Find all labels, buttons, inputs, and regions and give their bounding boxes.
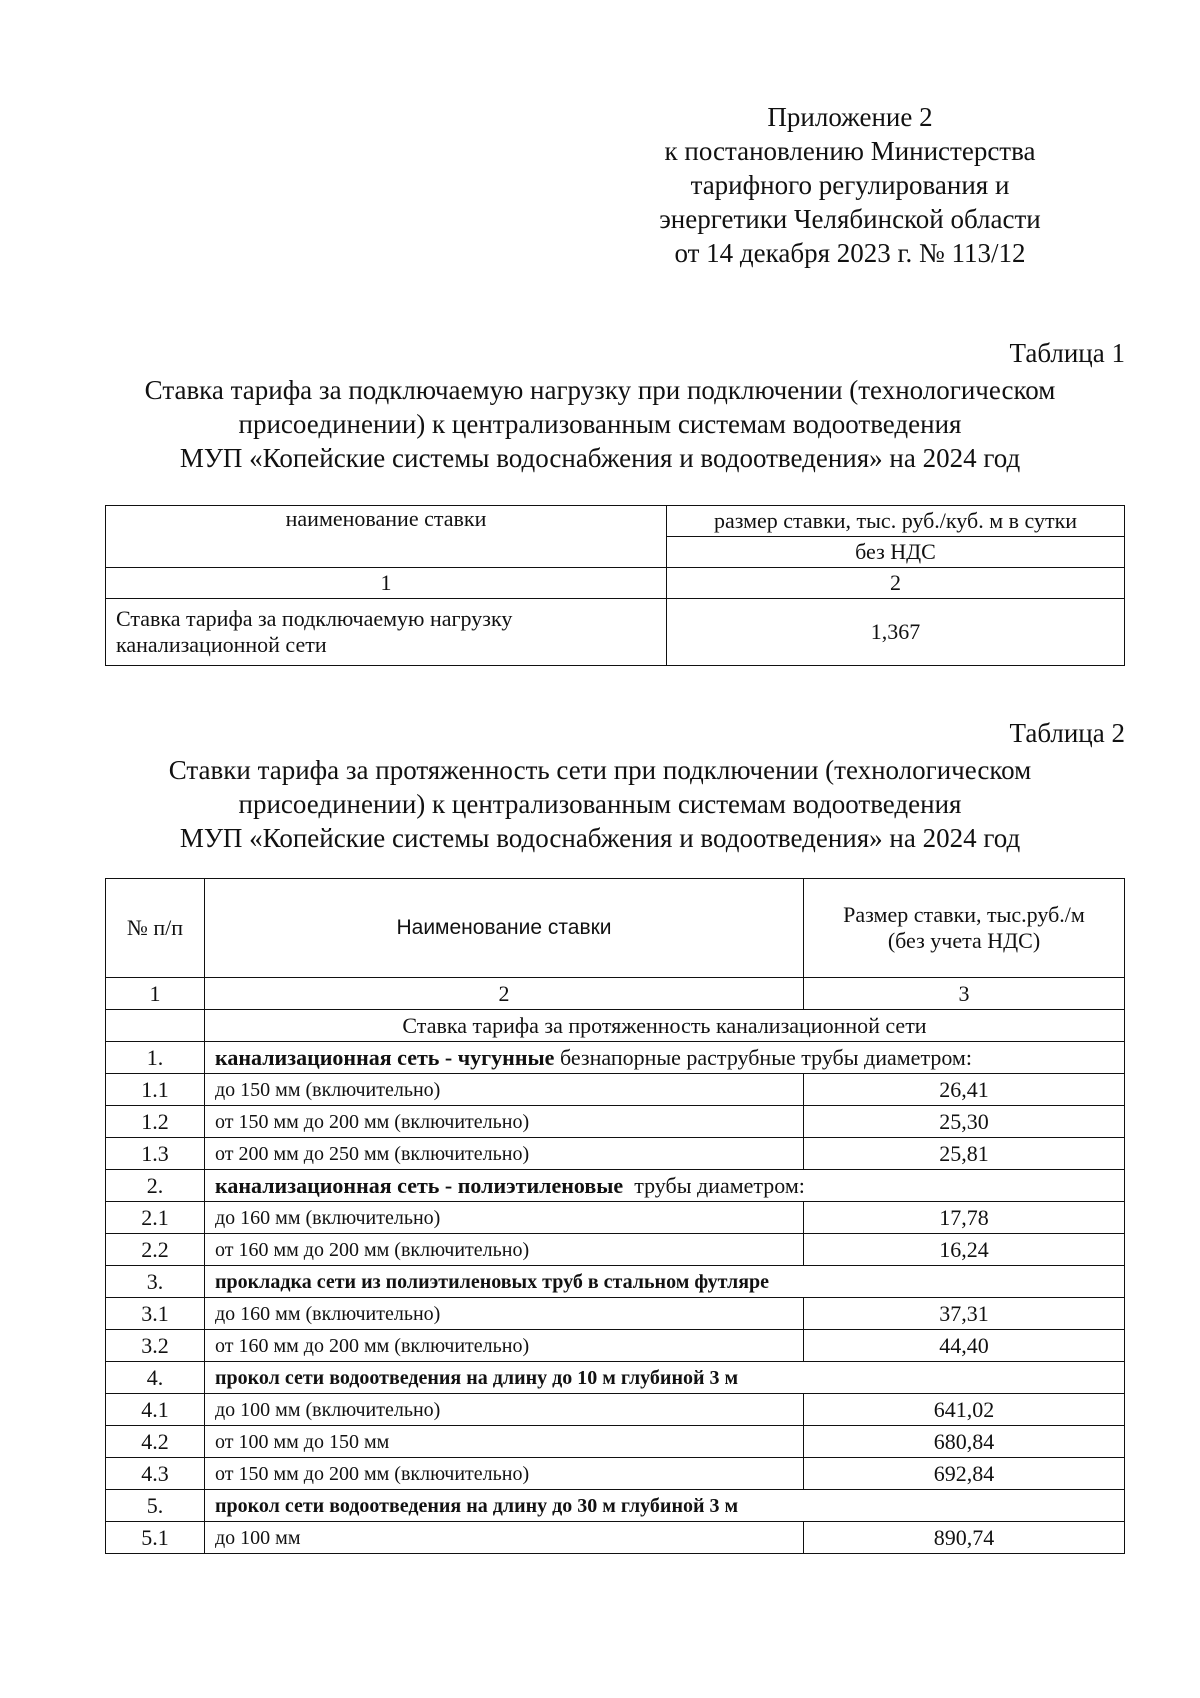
header-line: энергетики Челябинской области (659, 204, 1041, 234)
row-number: 5.1 (106, 1522, 205, 1554)
row-number: 4.1 (106, 1394, 205, 1426)
row-name: до 100 мм (включительно) (205, 1394, 804, 1426)
row-number: 2.2 (106, 1234, 205, 1266)
row-value: 17,78 (804, 1202, 1125, 1234)
table-row (106, 1138, 1125, 1170)
row-number: 3.2 (106, 1330, 205, 1362)
table2-title (80, 753, 1120, 855)
table-header-row (106, 506, 1125, 537)
row-name: от 150 мм до 200 мм (включительно) (205, 1458, 804, 1490)
row-value: 25,81 (804, 1138, 1125, 1170)
group-title (205, 1170, 1125, 1202)
section-title: Ставка тарифа за протяженность канализационной сети (205, 1010, 1125, 1042)
row-name: до 160 мм (включительно) (205, 1298, 804, 1330)
row-value: 16,24 (804, 1234, 1125, 1266)
title-line: МУП «Копейские системы водоснабжения и водоотведения» на 2024 год (179, 443, 1021, 473)
row-value: 890,74 (804, 1522, 1125, 1554)
row-number: 1.1 (106, 1074, 205, 1106)
index-cell: 2 (205, 978, 804, 1010)
group-number: 5. (106, 1490, 205, 1522)
row-value: 25,30 (804, 1106, 1125, 1138)
row-value: 37,31 (804, 1298, 1125, 1330)
group-title-rest: трубы диаметром: (623, 1172, 805, 1198)
col-header-value (804, 879, 1125, 978)
connection-load-table (105, 505, 1125, 666)
group-row (106, 1042, 1125, 1074)
col-header-name: наименование ставки (106, 506, 667, 568)
title-line: присоединении) к централизованным системам водоотведения (238, 789, 962, 819)
title-line: Ставка тарифа за подключаемую нагрузку при подключении (технологическом (144, 375, 1056, 405)
table-row (106, 1426, 1125, 1458)
table-index-row (106, 568, 1125, 599)
header-line: Приложение 2 (767, 102, 933, 132)
col-header-name: Наименование ставки (205, 879, 804, 978)
table-header-row (106, 879, 1125, 978)
group-number: 4. (106, 1362, 205, 1394)
row-name: от 200 мм до 250 мм (включительно) (205, 1138, 804, 1170)
table-row (106, 1234, 1125, 1266)
group-row (106, 1490, 1125, 1522)
group-title: прокол сети водоотведения на длину до 10 м глубиной 3 м (205, 1362, 1125, 1394)
table-row (106, 1458, 1125, 1490)
row-number: 4.2 (106, 1426, 205, 1458)
table2-label: Таблица 2 (1009, 718, 1125, 748)
rate-name-line: Ставка тарифа за подключаемую нагрузку (116, 606, 513, 631)
row-name: до 150 мм (включительно) (205, 1074, 804, 1106)
row-number: 2.1 (106, 1202, 205, 1234)
row-value: 26,41 (804, 1074, 1125, 1106)
group-title-bold: канализационная сеть - чугунные (215, 1044, 555, 1070)
row-name: от 160 мм до 200 мм (включительно) (205, 1330, 804, 1362)
row-name: от 150 мм до 200 мм (включительно) (205, 1106, 804, 1138)
table-row (106, 1330, 1125, 1362)
network-length-table (105, 878, 1125, 1554)
header-line: тарифного регулирования и (690, 170, 1010, 200)
table-row (106, 1074, 1125, 1106)
header-line: к постановлению Министерства (664, 136, 1036, 166)
row-name: до 100 мм (205, 1522, 804, 1554)
header-value-line: Размер ставки, тыс.руб./м (843, 902, 1085, 927)
group-number: 1. (106, 1042, 205, 1074)
row-value: 680,84 (804, 1426, 1125, 1458)
table-row (106, 1202, 1125, 1234)
title-line: МУП «Копейские системы водоснабжения и водоотведения» на 2024 год (179, 823, 1021, 853)
header-line: от 14 декабря 2023 г. № 113/12 (674, 238, 1026, 268)
group-row (106, 1266, 1125, 1298)
col-subheader-vat: без НДС (667, 537, 1125, 568)
row-number: 1.2 (106, 1106, 205, 1138)
group-title-rest: безнапорные раструбные трубы диаметром: (554, 1044, 972, 1070)
row-value: 641,02 (804, 1394, 1125, 1426)
table-row (106, 1522, 1125, 1554)
group-title-bold: канализационная сеть - полиэтиленовые (215, 1172, 624, 1198)
group-number: 3. (106, 1266, 205, 1298)
row-number: 4.3 (106, 1458, 205, 1490)
group-row (106, 1362, 1125, 1394)
group-number: 2. (106, 1170, 205, 1202)
group-title (205, 1042, 1125, 1074)
row-number: 1.3 (106, 1138, 205, 1170)
index-cell: 1 (106, 568, 667, 599)
row-value: 44,40 (804, 1330, 1125, 1362)
table-index-row (106, 978, 1125, 1010)
rate-name-cell (106, 599, 667, 666)
header-value-line: (без учета НДС) (887, 928, 1041, 953)
col-header-value: размер ставки, тыс. руб./куб. м в сутки (667, 506, 1125, 537)
section-row (106, 1010, 1125, 1042)
rate-name-line: канализационной сети (116, 632, 327, 657)
group-title: прокладка сети из полиэтиленовых труб в стальном футляре (205, 1266, 1125, 1298)
appendix-header (600, 100, 1100, 270)
rate-value-cell: 1,367 (667, 599, 1125, 666)
table-row (106, 599, 1125, 666)
title-line: присоединении) к централизованным системам водоотведения (238, 409, 962, 439)
row-number: 3.1 (106, 1298, 205, 1330)
table-row (106, 1394, 1125, 1426)
table1-title (80, 373, 1120, 475)
table-row (106, 1298, 1125, 1330)
index-cell: 2 (667, 568, 1125, 599)
row-value: 692,84 (804, 1458, 1125, 1490)
row-name: до 160 мм (включительно) (205, 1202, 804, 1234)
group-row (106, 1170, 1125, 1202)
title-line: Ставки тарифа за протяженность сети при подключении (технологическом (168, 755, 1032, 785)
index-cell: 1 (106, 978, 205, 1010)
group-title: прокол сети водоотведения на длину до 30 м глубиной 3 м (205, 1490, 1125, 1522)
index-cell: 3 (804, 978, 1125, 1010)
row-name: от 160 мм до 200 мм (включительно) (205, 1234, 804, 1266)
col-header-num: № п/п (106, 879, 205, 978)
table-row (106, 1106, 1125, 1138)
table1-label: Таблица 1 (1009, 338, 1125, 368)
empty-cell (106, 1010, 205, 1042)
row-name: от 100 мм до 150 мм (205, 1426, 804, 1458)
